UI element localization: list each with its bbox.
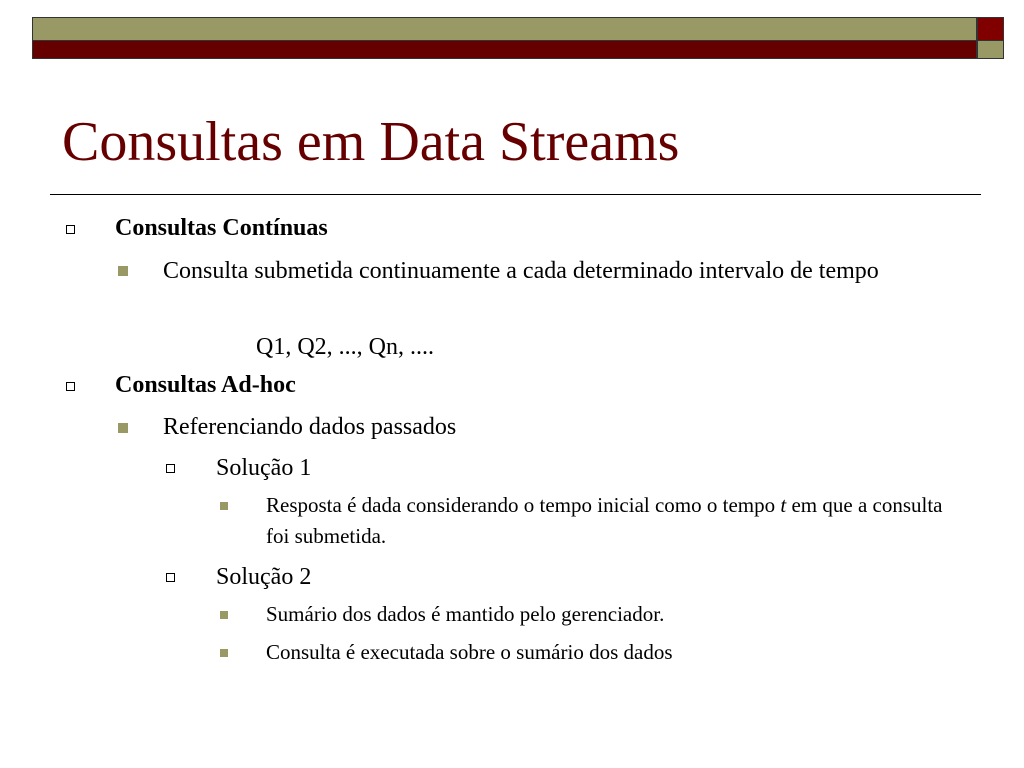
solution-2-detail-a: Sumário dos dados é mantido pelo gerenciador.	[266, 602, 665, 626]
solid-square-bullet-icon	[220, 649, 228, 657]
hollow-square-bullet-icon	[66, 382, 75, 391]
hollow-square-bullet-icon	[166, 573, 175, 582]
title-divider	[50, 194, 981, 195]
solution-1-detail-text-end: em que a consulta foi submetida.	[266, 493, 943, 548]
section-heading-continuous: Consultas Contínuas	[115, 215, 328, 241]
solution-1-detail-text: Resposta é dada considerando o tempo inicial como o tempo	[266, 493, 781, 517]
solid-square-bullet-icon	[220, 502, 228, 510]
solid-square-bullet-icon	[220, 611, 228, 619]
adhoc-point: Referenciando dados passados	[163, 414, 457, 440]
solution-2-detail-b: Consulta é executada sobre o sumário dos dados	[266, 640, 673, 664]
query-sequence: Q1, Q2, ..., Qn, ....	[256, 334, 434, 360]
solution-1-detail-variable: t	[780, 493, 787, 517]
header-bar-olive	[32, 17, 977, 41]
slide-title: Consultas em Data Streams	[62, 111, 680, 173]
hollow-square-bullet-icon	[166, 464, 175, 473]
continuous-point: Consulta submetida continuamente a cada determinado intervalo de tempo	[163, 258, 879, 284]
header-square-maroon	[977, 17, 1004, 41]
hollow-square-bullet-icon	[66, 225, 75, 234]
header-bar-maroon	[32, 41, 977, 59]
solid-square-bullet-icon	[118, 266, 128, 276]
header-square-olive	[977, 41, 1004, 59]
solution-1-detail	[266, 490, 966, 552]
section-heading-adhoc: Consultas Ad-hoc	[115, 372, 296, 398]
solution-2-label: Solução 2	[216, 564, 312, 590]
solution-1-label: Solução 1	[216, 455, 312, 481]
solid-square-bullet-icon	[118, 423, 128, 433]
